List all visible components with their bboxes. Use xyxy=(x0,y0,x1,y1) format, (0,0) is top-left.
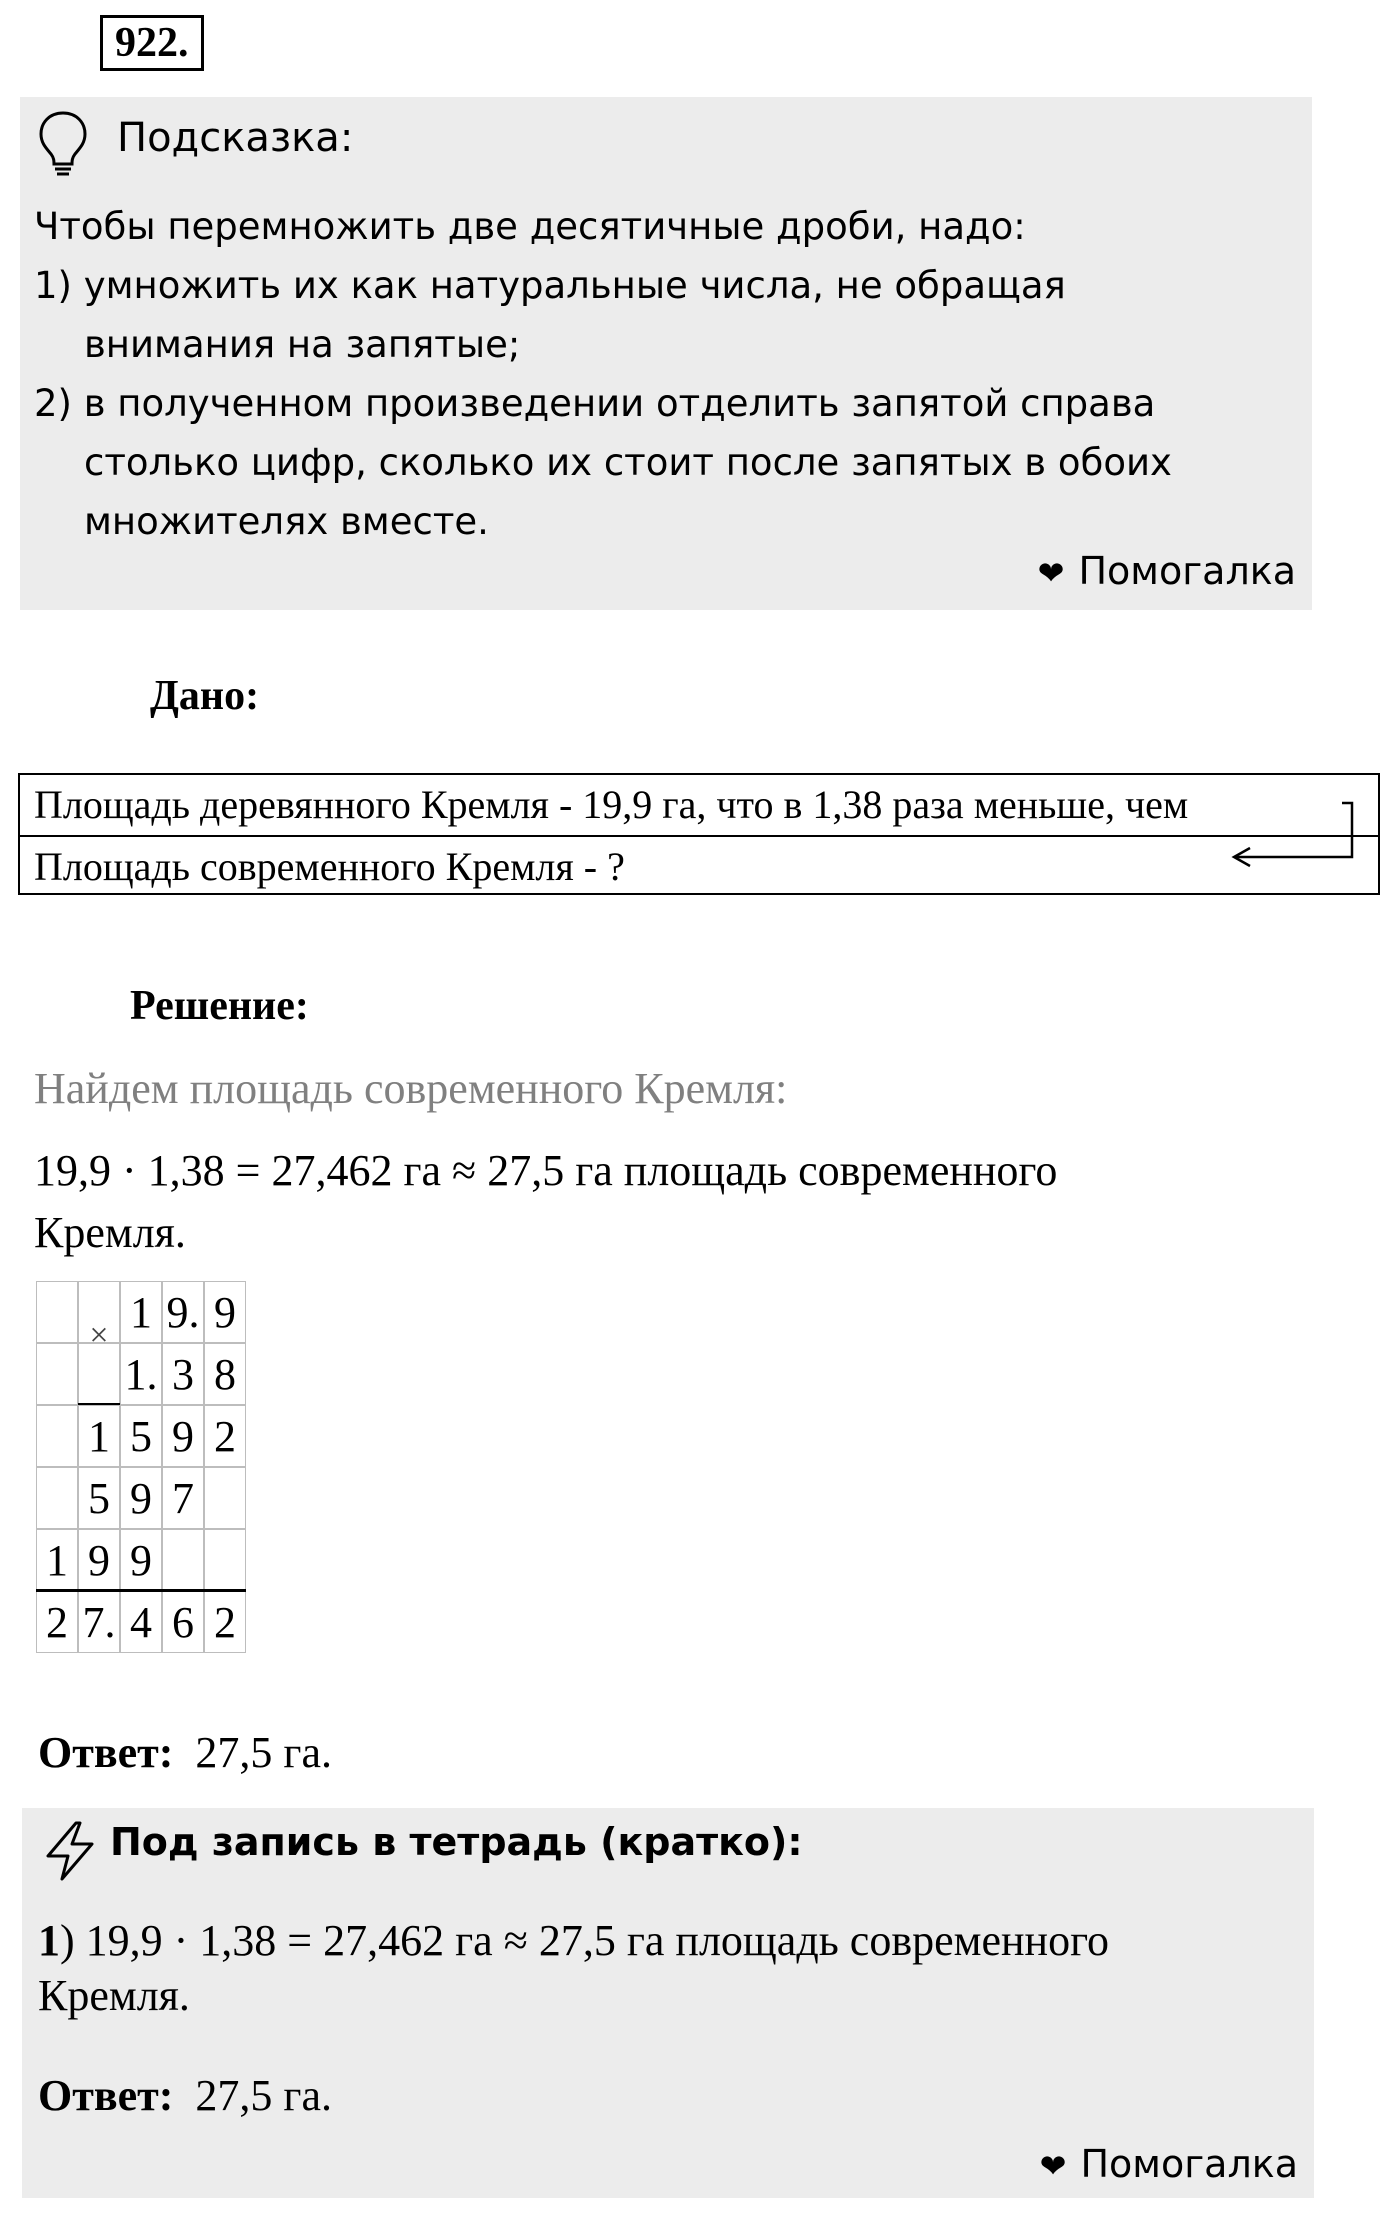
notes-answer xyxy=(38,2070,332,2121)
solution-heading: Решение: xyxy=(130,983,309,1029)
hint-title: Подсказка: xyxy=(117,115,354,161)
notes-answer-label: Ответ: xyxy=(38,2071,174,2120)
grid-cell: 9 xyxy=(204,1281,246,1343)
grid-cell: 9 xyxy=(120,1467,162,1529)
notes-step-cont: Кремля. xyxy=(38,1971,190,2020)
result-line xyxy=(36,1589,246,1592)
solution-intro: Найдем площадь современного Кремля: xyxy=(34,1064,788,1113)
given-heading: Дано: xyxy=(150,673,260,719)
arrow-icon xyxy=(1220,795,1360,875)
hint-line: столько цифр, сколько их стоит после запятых в обоих xyxy=(84,441,1172,484)
grid-cell xyxy=(204,1467,246,1529)
step-number: 1 xyxy=(38,1916,60,1965)
grid-cell: 1 xyxy=(78,1405,120,1467)
notes-step xyxy=(38,1915,1109,1966)
grid-cell: 2 xyxy=(204,1405,246,1467)
hint-box xyxy=(20,97,1312,610)
lightning-icon xyxy=(42,1820,98,1882)
given-row: Площадь деревянного Кремля - 19,9 га, что в 1,38 раза меньше, чем xyxy=(34,782,1189,827)
grid-cell: 4 xyxy=(120,1591,162,1653)
grid-cell: 1 xyxy=(120,1281,162,1343)
credit-label xyxy=(1040,2142,1298,2186)
given-row: Площадь современного Кремля - ? xyxy=(20,835,1378,895)
answer xyxy=(38,1727,332,1778)
grid-cell: 9 xyxy=(78,1529,120,1591)
notes-answer-value: 27,5 га. xyxy=(195,2071,332,2120)
grid-cell: 9. xyxy=(162,1281,204,1343)
hint-line: Чтобы перемножить две десятичные дроби, надо: xyxy=(34,205,1026,248)
grid-cell: 5 xyxy=(78,1467,120,1529)
step-text: ) 19,9 · 1,38 = 27,462 га ≈ 27,5 га площадь современного xyxy=(60,1916,1110,1965)
grid-cell: 7. xyxy=(78,1591,120,1653)
grid-cell xyxy=(36,1405,78,1467)
grid-cell: 1 xyxy=(36,1529,78,1591)
credit-text: Помогалка xyxy=(1078,549,1296,593)
task-number: 922. xyxy=(100,15,204,71)
heart-icon: ❤ xyxy=(1037,554,1065,592)
lightbulb-icon xyxy=(36,109,90,177)
grid-cell xyxy=(36,1281,78,1343)
solution-equation: 19,9 · 1,38 = 27,462 га ≈ 27,5 га площадь современного xyxy=(34,1146,1058,1195)
credit-text: Помогалка xyxy=(1080,2142,1298,2186)
grid-cell: 2 xyxy=(204,1591,246,1653)
answer-value: 27,5 га. xyxy=(195,1728,332,1777)
multiply-sign: × xyxy=(89,1317,109,1354)
grid-cell xyxy=(204,1529,246,1591)
grid-cell: 2 xyxy=(36,1591,78,1653)
hint-line: множителях вместе. xyxy=(84,500,489,543)
grid-cell: 1. xyxy=(120,1343,162,1405)
grid-cell: 9 xyxy=(120,1529,162,1591)
credit-label xyxy=(1038,549,1296,593)
answer-label: Ответ: xyxy=(38,1728,174,1777)
underline xyxy=(78,1403,120,1405)
grid-cell: 3 xyxy=(162,1343,204,1405)
grid-cell xyxy=(36,1467,78,1529)
solution-equation-cont: Кремля. xyxy=(34,1208,186,1257)
hint-line: 1) умножить их как натуральные числа, не обращая xyxy=(34,264,1066,307)
notes-box xyxy=(22,1808,1314,2198)
hint-line: внимания на запятые; xyxy=(84,323,521,366)
given-table xyxy=(18,773,1380,895)
grid-cell: 8 xyxy=(204,1343,246,1405)
hint-line: 2) в полученном произведении отделить запятой справа xyxy=(34,382,1156,425)
notes-title: Под запись в тетрадь (кратко): xyxy=(110,1820,803,1864)
grid-cell: 9 xyxy=(162,1405,204,1467)
grid-cell xyxy=(36,1343,78,1405)
grid-cell: 6 xyxy=(162,1591,204,1653)
grid-cell: 5 xyxy=(120,1405,162,1467)
heart-icon: ❤ xyxy=(1039,2147,1067,2185)
hint-body xyxy=(34,197,1304,551)
grid-cell: 7 xyxy=(162,1467,204,1529)
grid-cell xyxy=(162,1529,204,1591)
